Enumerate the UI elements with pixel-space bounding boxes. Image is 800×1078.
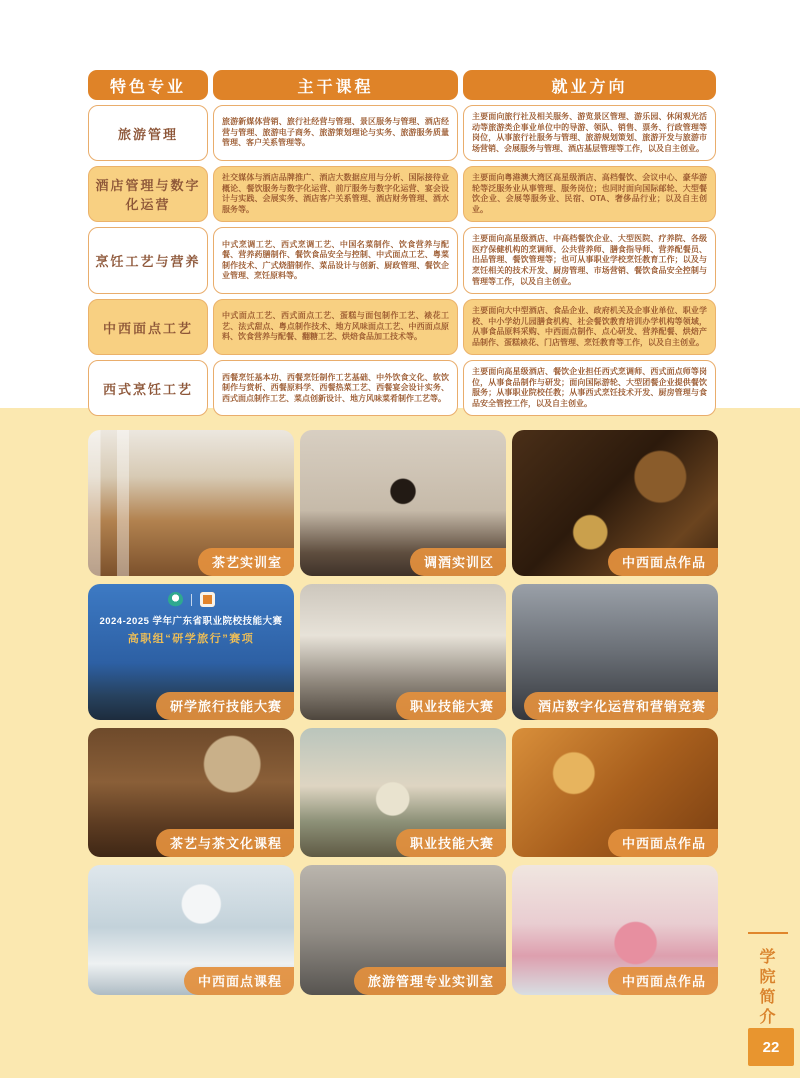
- major-courses: 旅游新媒体营销、旅行社经营与管理、景区服务与管理、酒店经营与管理、旅游电子商务、旅游策划理论与实务、旅游服务质量管理、客户关系管理等。: [213, 105, 458, 161]
- photo-caption: 茶艺与茶文化课程: [156, 829, 294, 857]
- photo-vocational-skills-competition-1: [300, 584, 506, 720]
- photo-caption: 茶艺实训室: [198, 548, 294, 576]
- photo-caption: 研学旅行技能大赛: [156, 692, 294, 720]
- page-number-badge: 22: [748, 1028, 794, 1066]
- photo-caption: 中西面点课程: [184, 967, 294, 995]
- competition-logo-icon: [168, 592, 183, 607]
- major-courses: 中式面点工艺、西式面点工艺、蛋糕与面包制作工艺、裱花工艺、法式甜点、粤点制作技术、地方风味面点工艺、中西面点原料、饮食营养与配餐、翻糖工艺、烘焙食品加工技术等。: [213, 299, 458, 355]
- major-name: 酒店管理与数字化运营: [88, 166, 208, 222]
- school-logo-icon: [200, 592, 215, 607]
- major-employment: 主要面向大中型酒店、食品企业、政府机关及企事业单位、职业学校、中小学幼儿园膳食机构、社会餐饮教育培训办学机构等领域，从事食品原料采购、中西面点制作、点心研发、营养配餐、烘焙产品制作、蛋糕裱花、门店管理、烹饪教育等工作，以及自主创业。: [463, 299, 716, 355]
- major-courses: 中式烹调工艺、西式烹调工艺、中国名菜制作、饮食营养与配餐、营养药膳制作、餐饮食品安全与控制、中式面点工艺、粤菜制作技术、广式烧腊制作、菜品设计与创新、厨政管理、餐饮企业管理、烹饪原料等。: [213, 227, 458, 294]
- major-name: 中西面点工艺: [88, 299, 208, 355]
- major-name: 旅游管理: [88, 105, 208, 161]
- major-employment: 主要面向旅行社及相关服务、游览景区管理、游乐园、休闲观光活动等旅游类企事业单位中的导游、领队、销售、票务、行政管理等岗位，从事旅行社服务与管理、旅游规划策划、旅游开发与旅游市场营销、会展服务与管理、酒店基层管理等工作，以及自主创业。: [463, 105, 716, 161]
- competition-backdrop-banner: [88, 592, 294, 646]
- photo-tea-training-room: [88, 430, 294, 576]
- photo-pastry-course: [88, 865, 294, 995]
- competition-logos: [88, 592, 294, 607]
- photo-pastry-works-2: [512, 728, 718, 857]
- major-employment: 主要面向高星级酒店、中高档餐饮企业、大型医院、疗养院、各级医疗保健机构的烹调师、公共营养师、膳食指导师、营养配餐员、出品管理、餐饮管理等；也可从事职业学校烹饪教育工作；以及与烹饪相关的技术开发、厨房管理、市场营销、餐饮食品安全控制与管理等工作，以及自主创业。: [463, 227, 716, 294]
- photo-tea-culture-course: [88, 728, 294, 857]
- table-header-courses: 主干课程: [213, 70, 458, 100]
- photo-hotel-digital-marketing-competition: [512, 584, 718, 720]
- photo-caption: 中西面点作品: [608, 829, 718, 857]
- program-table: [88, 70, 716, 416]
- major-employment: 主要面向粤港澳大湾区高星级酒店、高档餐饮、会议中心、豪华游轮等泛服务业从事管理、服务岗位；也同时面向国际邮轮、大型餐饮企业、会展等服务业、民宿、OTA、奢侈品行业；以及自主创业。: [463, 166, 716, 222]
- photo-gallery: [88, 430, 718, 995]
- major-courses: 西餐烹饪基本功、西餐烹饪制作工艺基础、中外饮食文化、软饮制作与赏析、西餐原料学、西餐热菜工艺、西餐宴会设计实务、西式面点制作工艺、菜点创新设计、地方风味菜肴制作工艺等。: [213, 360, 458, 416]
- photo-caption: 职业技能大赛: [396, 692, 506, 720]
- major-name: 西式烹饪工艺: [88, 360, 208, 416]
- photo-caption: 调酒实训区: [410, 548, 506, 576]
- major-employment: 主要面向高星级酒店、餐饮企业担任西式烹调师、西式面点师等岗位，从事食品制作与研发；面向国际游轮、大型团餐企业提供餐饮服务；从事职业院校任教；从事西式烹饪技术开发、厨房管理与食品安全管控工作，以及自主创业。: [463, 360, 716, 416]
- photo-pastry-works-3: [512, 865, 718, 995]
- photo-caption: 中西面点作品: [608, 967, 718, 995]
- table-header-employment: 就业方向: [463, 70, 716, 100]
- photo-study-travel-competition: [88, 584, 294, 720]
- major-courses: 社交媒体与酒店品牌推广、酒店大数据应用与分析、国际接待业概论、餐饮服务与数字化运营、前厅服务与数字化运营、宴会设计与实践、会展实务、酒店客户关系管理、酒店财务管理、酒水服务等。: [213, 166, 458, 222]
- major-name: 烹饪工艺与营养: [88, 227, 208, 294]
- logo-divider: [191, 594, 192, 606]
- table-header-major: 特色专业: [88, 70, 208, 100]
- photo-pastry-works-1: [512, 430, 718, 576]
- photo-caption: 职业技能大赛: [396, 829, 506, 857]
- photo-caption: 旅游管理专业实训室: [354, 967, 506, 995]
- banner-title: 2024-2025 学年广东省职业院校技能大赛: [99, 616, 283, 627]
- photo-tourism-training-room: [300, 865, 506, 995]
- photo-caption: 酒店数字化运营和营销竞赛: [524, 692, 718, 720]
- photo-bartending-area: [300, 430, 506, 576]
- photo-caption: 中西面点作品: [608, 548, 718, 576]
- section-label: 学院简介: [757, 948, 774, 1028]
- photo-vocational-skills-competition-2: [300, 728, 506, 857]
- banner-subtitle: 高职组“研学旅行”赛项: [127, 633, 255, 645]
- sidebar-divider-line: [748, 932, 788, 934]
